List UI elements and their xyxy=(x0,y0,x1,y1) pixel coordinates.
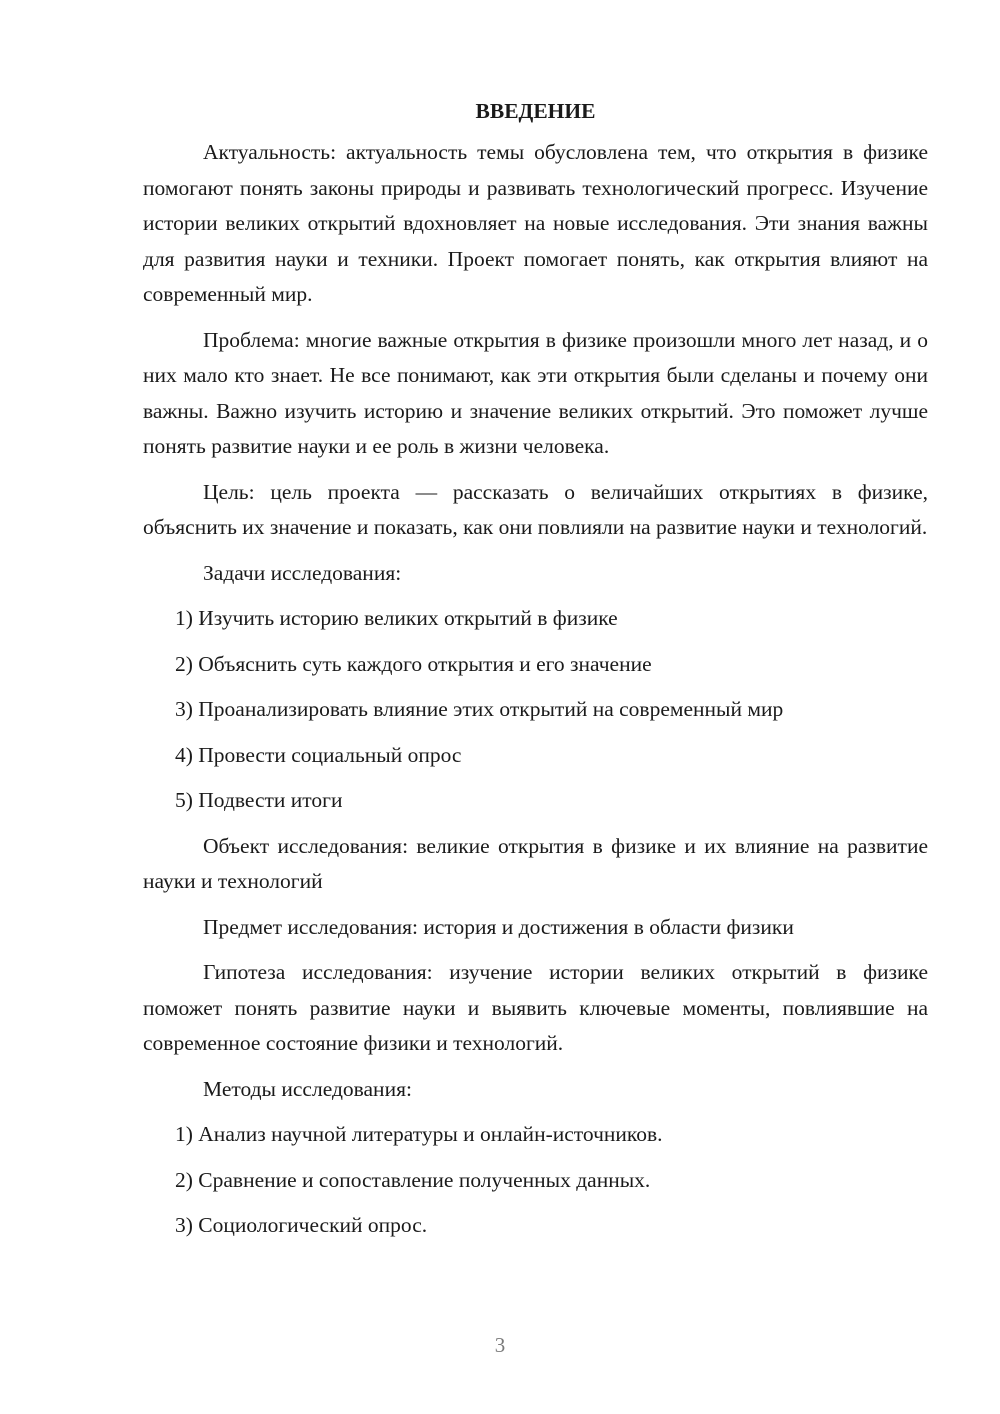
problem-paragraph: Проблема: многие важные открытия в физике произошли много лет назад, и о них мало кто знает. Не все понимают, как эти открытия были сделаны и почему они важны. Важно изучить историю и значение великих открытий. Это поможет лучше понять развитие науки и ее роль в жизни человека. xyxy=(143,327,928,458)
list-item: 2) Объяснить суть каждого открытия и его значение xyxy=(175,651,652,676)
page-number: 3 xyxy=(494,1333,506,1357)
list-item: 3) Социологический опрос. xyxy=(175,1213,428,1237)
list-item: 1) Анализ научной литературы и онлайн-источников. xyxy=(175,1122,663,1146)
list-item: 5) Подвести итоги xyxy=(175,788,343,812)
tasks-label: Задачи исследования: xyxy=(203,560,402,585)
relevance-paragraph: Актуальность: актуальность темы обусловлена тем, что открытия в физике помогают понять законы природы и развивать технологический прогресс. Изучение истории великих открытий вдохновляет на новые исследования. Эти знания важны для развития науки и техники. Проект помогает понять, как открытия влияют на современный мир. xyxy=(143,140,928,306)
subject-paragraph: Предмет исследования: история и достижения в области физики xyxy=(203,914,794,939)
goal-paragraph: Цель: цель проекта — рассказать о величайших открытиях в физике, объяснить их значение и показать, как они повлияли на развитие науки и технологий. xyxy=(143,479,928,539)
section-title: ВВЕДЕНИЕ xyxy=(475,99,596,123)
object-paragraph: Объект исследования: великие открытия в физике и их влияние на развитие науки и технологий xyxy=(143,833,928,893)
methods-list xyxy=(143,1117,928,1244)
list-item: 2) Сравнение и сопоставление полученных данных. xyxy=(175,1167,651,1192)
list-item: 4) Провести социальный опрос xyxy=(175,742,462,767)
tasks-list xyxy=(143,601,928,819)
list-item: 1) Изучить историю великих открытий в физике xyxy=(175,606,618,630)
methods-label: Методы исследования: xyxy=(203,1076,412,1101)
page-content xyxy=(143,95,928,1254)
list-item: 3) Проанализировать влияние этих открытий на современный мир xyxy=(175,697,784,721)
hypothesis-paragraph: Гипотеза исследования: изучение истории великих открытий в физике поможет понять развитие науки и выявить ключевые моменты, повлиявшие на современное состояние физики и технологий. xyxy=(143,960,928,1055)
